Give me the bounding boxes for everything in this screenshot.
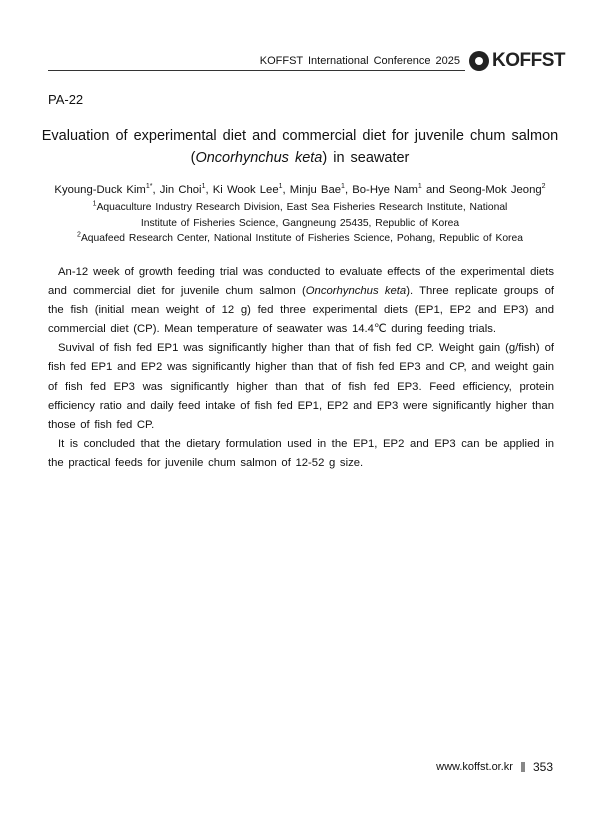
koffst-logo — [469, 50, 565, 72]
affiliation — [30, 198, 570, 231]
affiliation-sup: 1 — [92, 200, 97, 208]
separator-bar — [521, 762, 525, 772]
abstract-body — [48, 263, 554, 473]
species-name: Oncorhynchus keta — [305, 285, 407, 298]
paragraph: Suvival of fish fed EP1 was significantly higher than that of fish fed CP. Weight gain (g/fish) of fish fed EP1 and EP2 was significantly higher than that of fish fed EP3 and CP, and weight gain of fish fed EP3 was significantly higher than that of fish fed EP3. Feed efficiency, protein efficiency ratio and daily feed intake of fish fed EP1, EP2 and EP3 were significantly higher than those of fish fed CP. — [48, 342, 554, 431]
footer — [436, 760, 553, 774]
author-sup: 1* — [145, 183, 153, 191]
affiliation — [30, 231, 570, 247]
author-sup: 2 — [541, 183, 546, 191]
affiliation-text: Aquaculture Industry Research Division, East Sea Fisheries Research Institute, National Institute of Fisheries Science, Gangneung 25435, Republic of Korea — [96, 202, 508, 229]
author: Seong-Mok Jeong — [448, 184, 542, 196]
author: Bo-Hye Nam — [352, 184, 418, 196]
author-sup: 1 — [278, 183, 283, 191]
author: Jin Choi — [159, 184, 202, 196]
author-sup: 1 — [201, 183, 206, 191]
species-name: Oncorhynchus keta — [195, 150, 323, 166]
author-sup: 1 — [341, 183, 345, 191]
text: ). Three replicate groups of the fish (initial mean weight of 12 g) fed three experimental diets (EP1, EP2 and EP3) and commercial diet (CP). Mean temperature of seawater was 14.4℃ during feeding trials. — [48, 285, 554, 336]
header-rule — [48, 70, 465, 71]
author-block — [30, 182, 570, 247]
affiliation-sup: 2 — [77, 231, 81, 239]
author: Kyoung-Duck Kim — [54, 184, 146, 196]
author: Minju Bae — [289, 184, 342, 196]
paper-title: Evaluation of experimental diet and commercial diet for juvenile chum salmon (Oncorhynchus keta) in seawater — [41, 128, 559, 166]
footer-url: www.koffst.or.kr — [436, 761, 513, 773]
fish-swirl-logo-icon — [469, 51, 489, 71]
title-line: Evaluation of experimental diet and commercial diet for juvenile chum salmon — [41, 128, 559, 144]
affiliation-text: Aquafeed Research Center, National Institute of Fisheries Science, Pohang, Republic of Korea — [80, 233, 523, 244]
author: Ki Wook Lee — [212, 184, 279, 196]
paragraph: It is concluded that the dietary formulation used in the EP1, EP2 and EP3 can be applied in the practical feeds for juvenile chum salmon of 12-52 g size. — [48, 437, 554, 469]
author-sup: 1 — [417, 183, 422, 191]
abstract-code: PA-22 — [48, 92, 84, 107]
page-number: 353 — [532, 760, 553, 774]
text: An-12 week of growth feeding trial was conducted to evaluate effects of the experimental diets and commercial diet for juvenile chum salmon ( — [48, 266, 554, 298]
conference-header: KOFFST International Conference 2025 — [259, 55, 460, 67]
logo-text: KOFFST — [492, 50, 565, 71]
author-list: Kyoung-Duck Kim$^{1*}$, Jin Choi$^1$, Ki Wook Lee$^1$, Minju Bae$^1$, Bo-Hye Nam$^1$ and Seong-Mok Jeong$^2$ — [54, 183, 546, 196]
paragraph — [48, 263, 554, 339]
title-suffix: in seawater — [333, 150, 410, 166]
